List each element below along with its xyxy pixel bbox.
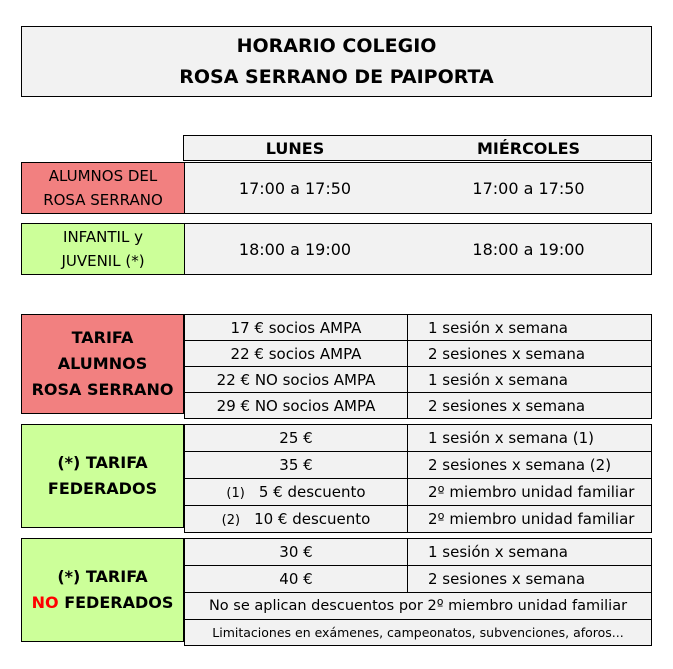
table-row [185,452,652,479]
price-cell [185,506,408,533]
note-number: (2) [221,513,241,528]
price-text: 10 € descuento [254,510,371,528]
table-row [185,367,652,393]
label-line: (*) TARIFA [57,567,148,586]
no-word: NO [31,593,59,612]
table-row [185,620,652,646]
price-cell: 29 € NO socios AMPA [185,393,408,419]
time-miercoles: 18:00 a 19:00 [472,239,585,259]
tarifa-alumnos-label [21,314,184,414]
price-text: 5 € descuento [258,483,366,501]
table-row [185,566,652,593]
footnote-cell: Limitaciones en exámenes, campeonatos, subvenciones, aforos... [185,620,652,646]
price-cell [185,479,408,506]
label-line: ALUMNOS [57,354,148,373]
schedule-header [183,135,652,161]
label-line [32,590,174,616]
title-line-1: HORARIO COLEGIO [236,34,437,57]
page-title [21,26,652,97]
sessions-cell: 2 sesiones x semana (2) [408,452,652,479]
table-row [185,479,652,506]
schedule-label-infantil [22,224,185,274]
sessions-cell: 2º miembro unidad familiar [408,479,652,506]
price-cell: 22 € NO socios AMPA [185,367,408,393]
note-cell: No se aplican descuentos por 2º miembro unidad familiar [185,593,652,620]
table-row [185,506,652,533]
price-cell: 40 € [185,566,408,593]
tarifa-federados-label [21,424,184,528]
sessions-cell: 2º miembro unidad familiar [408,506,652,533]
schedule-row-infantil [21,223,652,275]
price-cell: 17 € socios AMPA [185,315,408,341]
label-line: FEDERADOS [47,479,158,498]
tarifa-no-federados-table [184,538,652,646]
tarifa-federados-table [184,424,652,533]
label-line: JUVENIL (*) [61,252,145,270]
tarifa-no-federados-label [21,538,184,642]
sessions-cell: 1 sesión x semana [408,539,652,566]
time-miercoles: 17:00 a 17:50 [472,178,585,198]
header-lunes: LUNES [265,138,325,158]
price-cell: 25 € [185,425,408,452]
table-row [185,315,652,341]
note-number: (1) [226,486,245,501]
title-line-2: ROSA SERRANO DE PAIPORTA [179,65,494,88]
table-row [185,593,652,620]
price-cell: 30 € [185,539,408,566]
sessions-cell: 2 sesiones x semana [408,341,652,367]
label-line: (*) TARIFA [57,453,148,472]
table-row [185,393,652,419]
table-row [185,425,652,452]
label-line: ROSA SERRANO [31,380,174,399]
time-lunes: 18:00 a 19:00 [238,239,352,259]
time-lunes: 17:00 a 17:50 [238,178,352,198]
price-cell: 22 € socios AMPA [185,341,408,367]
price-cell: 35 € [185,452,408,479]
label-line: ALUMNOS DEL [48,167,158,185]
sessions-cell: 1 sesión x semana [408,315,652,341]
sessions-cell: 2 sesiones x semana [408,393,652,419]
label-line: TARIFA [71,328,134,347]
tarifa-alumnos-table [184,314,652,419]
sessions-cell: 1 sesión x semana [408,367,652,393]
label-rest: FEDERADOS [58,593,174,612]
header-miercoles: MIÉRCOLES [476,138,581,158]
label-line: ROSA SERRANO [43,191,163,209]
sessions-cell: 2 sesiones x semana [408,566,652,593]
schedule-row-alumnos [21,162,652,214]
table-row [185,539,652,566]
schedule-label-alumnos [22,163,185,213]
sessions-cell: 1 sesión x semana (1) [408,425,652,452]
label-line: INFANTIL y [63,228,143,246]
table-row [185,341,652,367]
